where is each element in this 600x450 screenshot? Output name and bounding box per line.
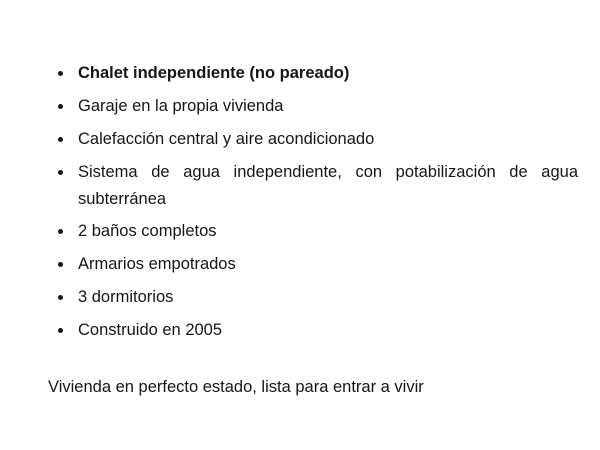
list-item: Armarios empotrados [48,251,552,278]
list-item: Garaje en la propia vivienda [48,93,552,120]
list-item: Construido en 2005 [48,317,552,344]
list-item: Chalet independiente (no pareado) [48,60,552,87]
list-item: 2 baños completos [48,218,552,245]
list-item: Sistema de agua independiente, con potabilización de agua subterránea [48,159,578,213]
list-item: Calefacción central y aire acondicionado [48,126,552,153]
list-item: 3 dormitorios [48,284,552,311]
feature-list [48,60,578,344]
closing-statement: Vivienda en perfecto estado, lista para entrar a vivir [48,378,424,397]
